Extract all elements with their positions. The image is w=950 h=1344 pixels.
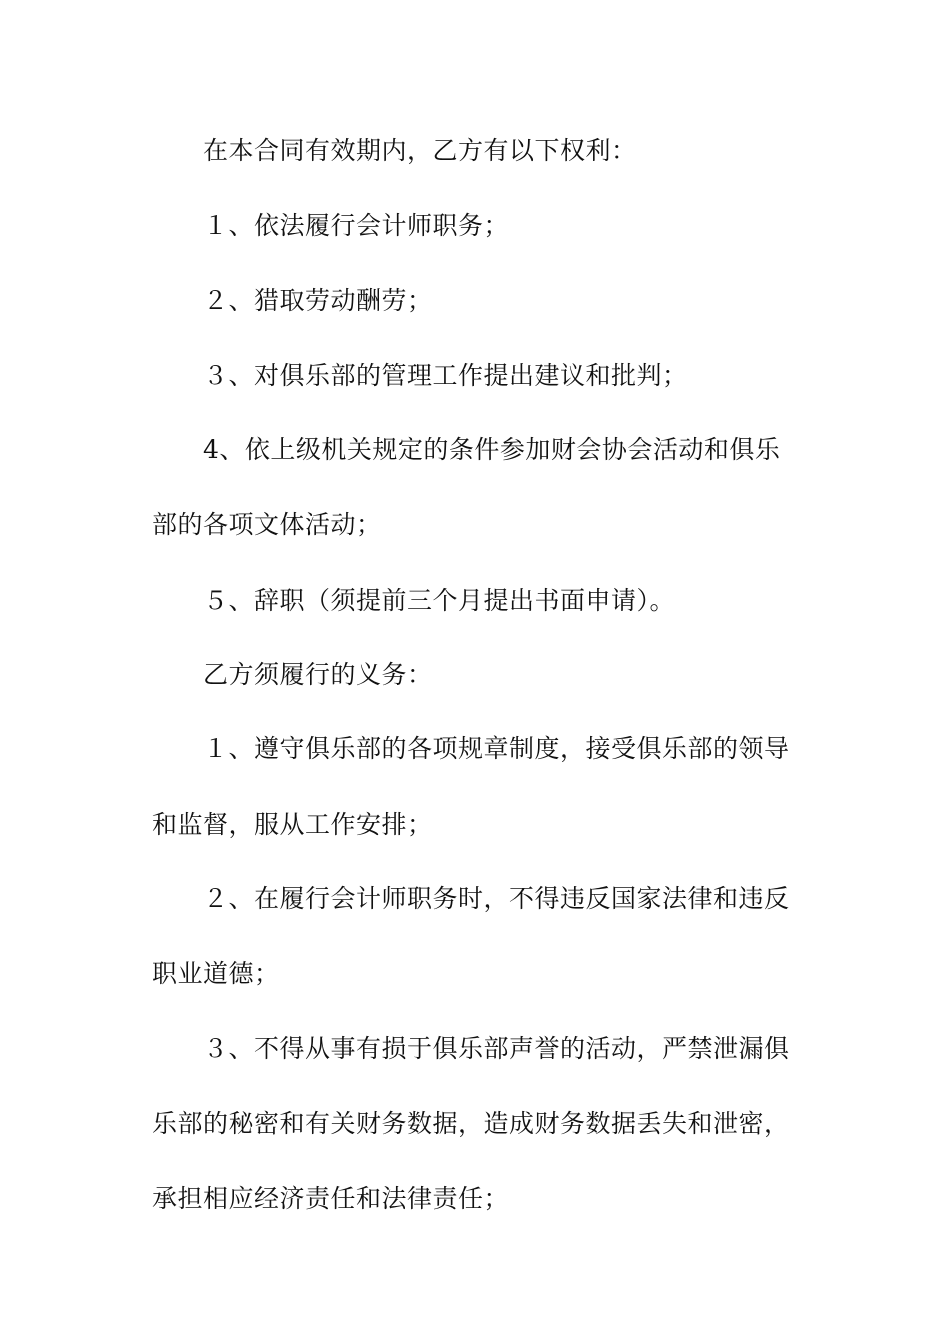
- rights-item-1: １、依法履行会计师职务；: [203, 211, 510, 240]
- rights-item-4-line-1: 4、依上级机关规定的条件参加财会协会活动和俱乐: [203, 435, 781, 464]
- rights-item-5: ５、辞职（须提前三个月提出书面申请）。: [203, 586, 676, 615]
- paragraph-rights-intro: 在本合同有效期内，乙方有以下权利：: [203, 136, 637, 165]
- rights-item-2: ２、猎取劳动酬劳；: [203, 286, 433, 315]
- obligations-item-3-line-3: 承担相应经济责任和法律责任；: [152, 1184, 510, 1213]
- rights-item-3: ３、对俱乐部的管理工作提出建议和批判；: [203, 361, 688, 390]
- obligations-item-2-line-1: ２、在履行会计师职务时，不得违反国家法律和违反: [203, 884, 790, 913]
- obligations-item-1-line-1: １、遵守俱乐部的各项规章制度，接受俱乐部的领导: [203, 734, 790, 763]
- rights-item-4-line-2: 部的各项文体活动；: [152, 510, 382, 539]
- paragraph-obligations-intro: 乙方须履行的义务：: [203, 660, 433, 689]
- obligations-item-3-line-1: ３、不得从事有损于俱乐部声誉的活动，严禁泄漏俱: [203, 1034, 790, 1063]
- obligations-item-2-line-2: 职业道德；: [152, 959, 280, 988]
- obligations-item-3-line-2: 乐部的秘密和有关财务数据，造成财务数据丢失和泄密，: [152, 1109, 790, 1138]
- obligations-item-1-line-2: 和监督，服从工作安排；: [152, 810, 433, 839]
